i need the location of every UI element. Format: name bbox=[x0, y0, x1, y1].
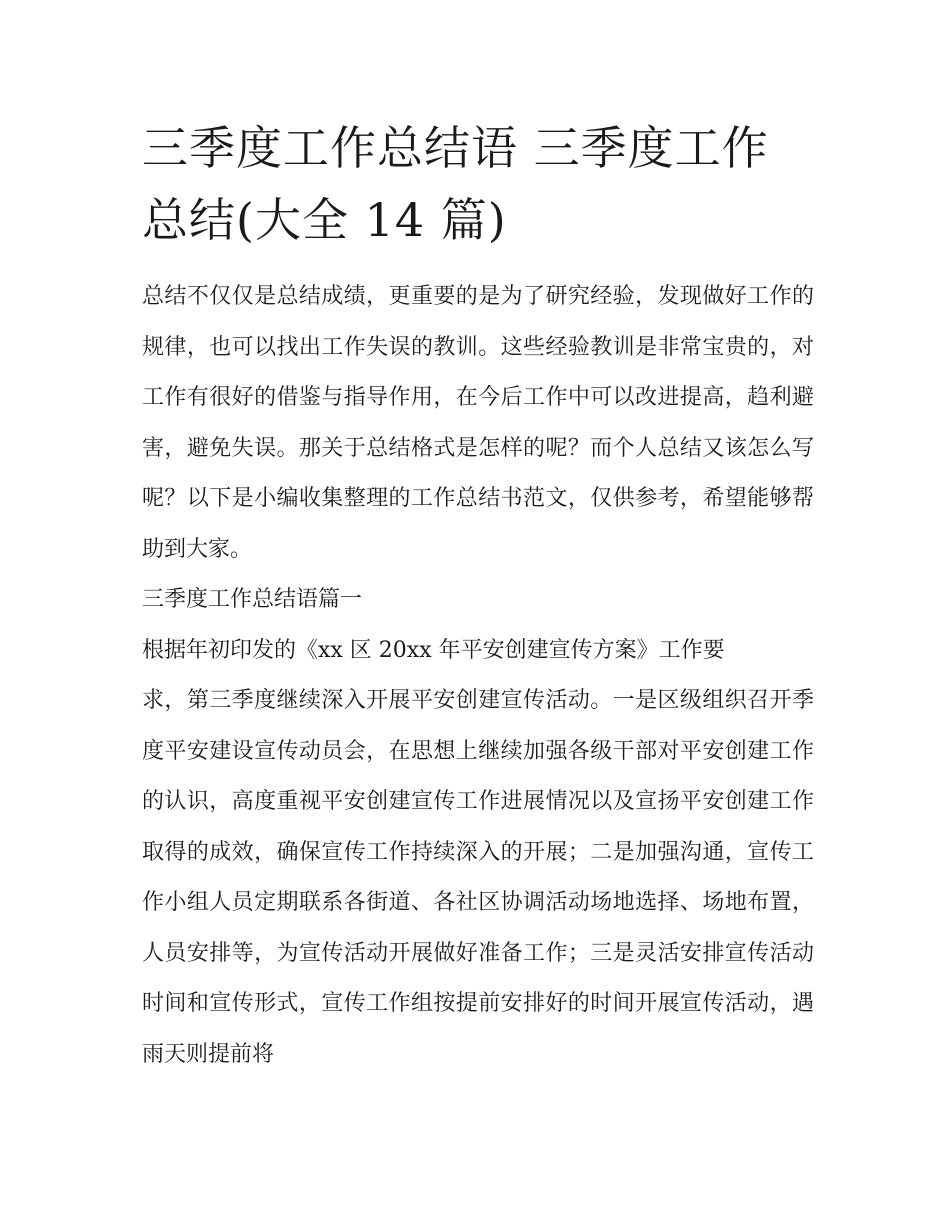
section-body-paragraph: 求，第三季度继续深入开展平安创建宣传活动。一是区级组织召开季度平安建设宣传动员会，在思想上继续加强各级干部对平安创建工作的认识，高度重视平安创建宣传工作进展情况以及宣扬平安创建工作取得的成效，确保宣传工作持续深入的开展；二是加强沟通，宣传工作小组人员定期联系各街道、各社区协调活动场地选择、场地布置，人员安排等，为宣传活动开展做好准备工作；三是灵活安排宣传活动时间和宣传形式，宣传工作组按提前安排好的时间开展宣传活动，遇雨天则提前将 bbox=[142, 688, 814, 1067]
section-heading: 三季度工作总结语篇一 bbox=[142, 587, 363, 612]
intro-paragraph: 总结不仅仅是总结成绩，更重要的是为了研究经验，发现做好工作的规律，也可以找出工作失误的教训。这些经验教训是非常宝贵的，对工作有很好的借鉴与指导作用，在今后工作中可以改进提高，趋利避害，避免失误。那关于总结格式是怎样的呢？而个人总结又该怎么写呢？以下是小编收集整理的工作总结书范文，仅供参考，希望能够帮助到大家。 bbox=[142, 284, 814, 562]
section-first-line: 根据年初印发的《xx 区 20xx 年平安创建宣传方案》工作要 bbox=[142, 637, 725, 663]
document-page bbox=[142, 112, 814, 1080]
document-title: 三季度工作总结语 三季度工作总结(大全 14 篇) bbox=[142, 121, 769, 247]
